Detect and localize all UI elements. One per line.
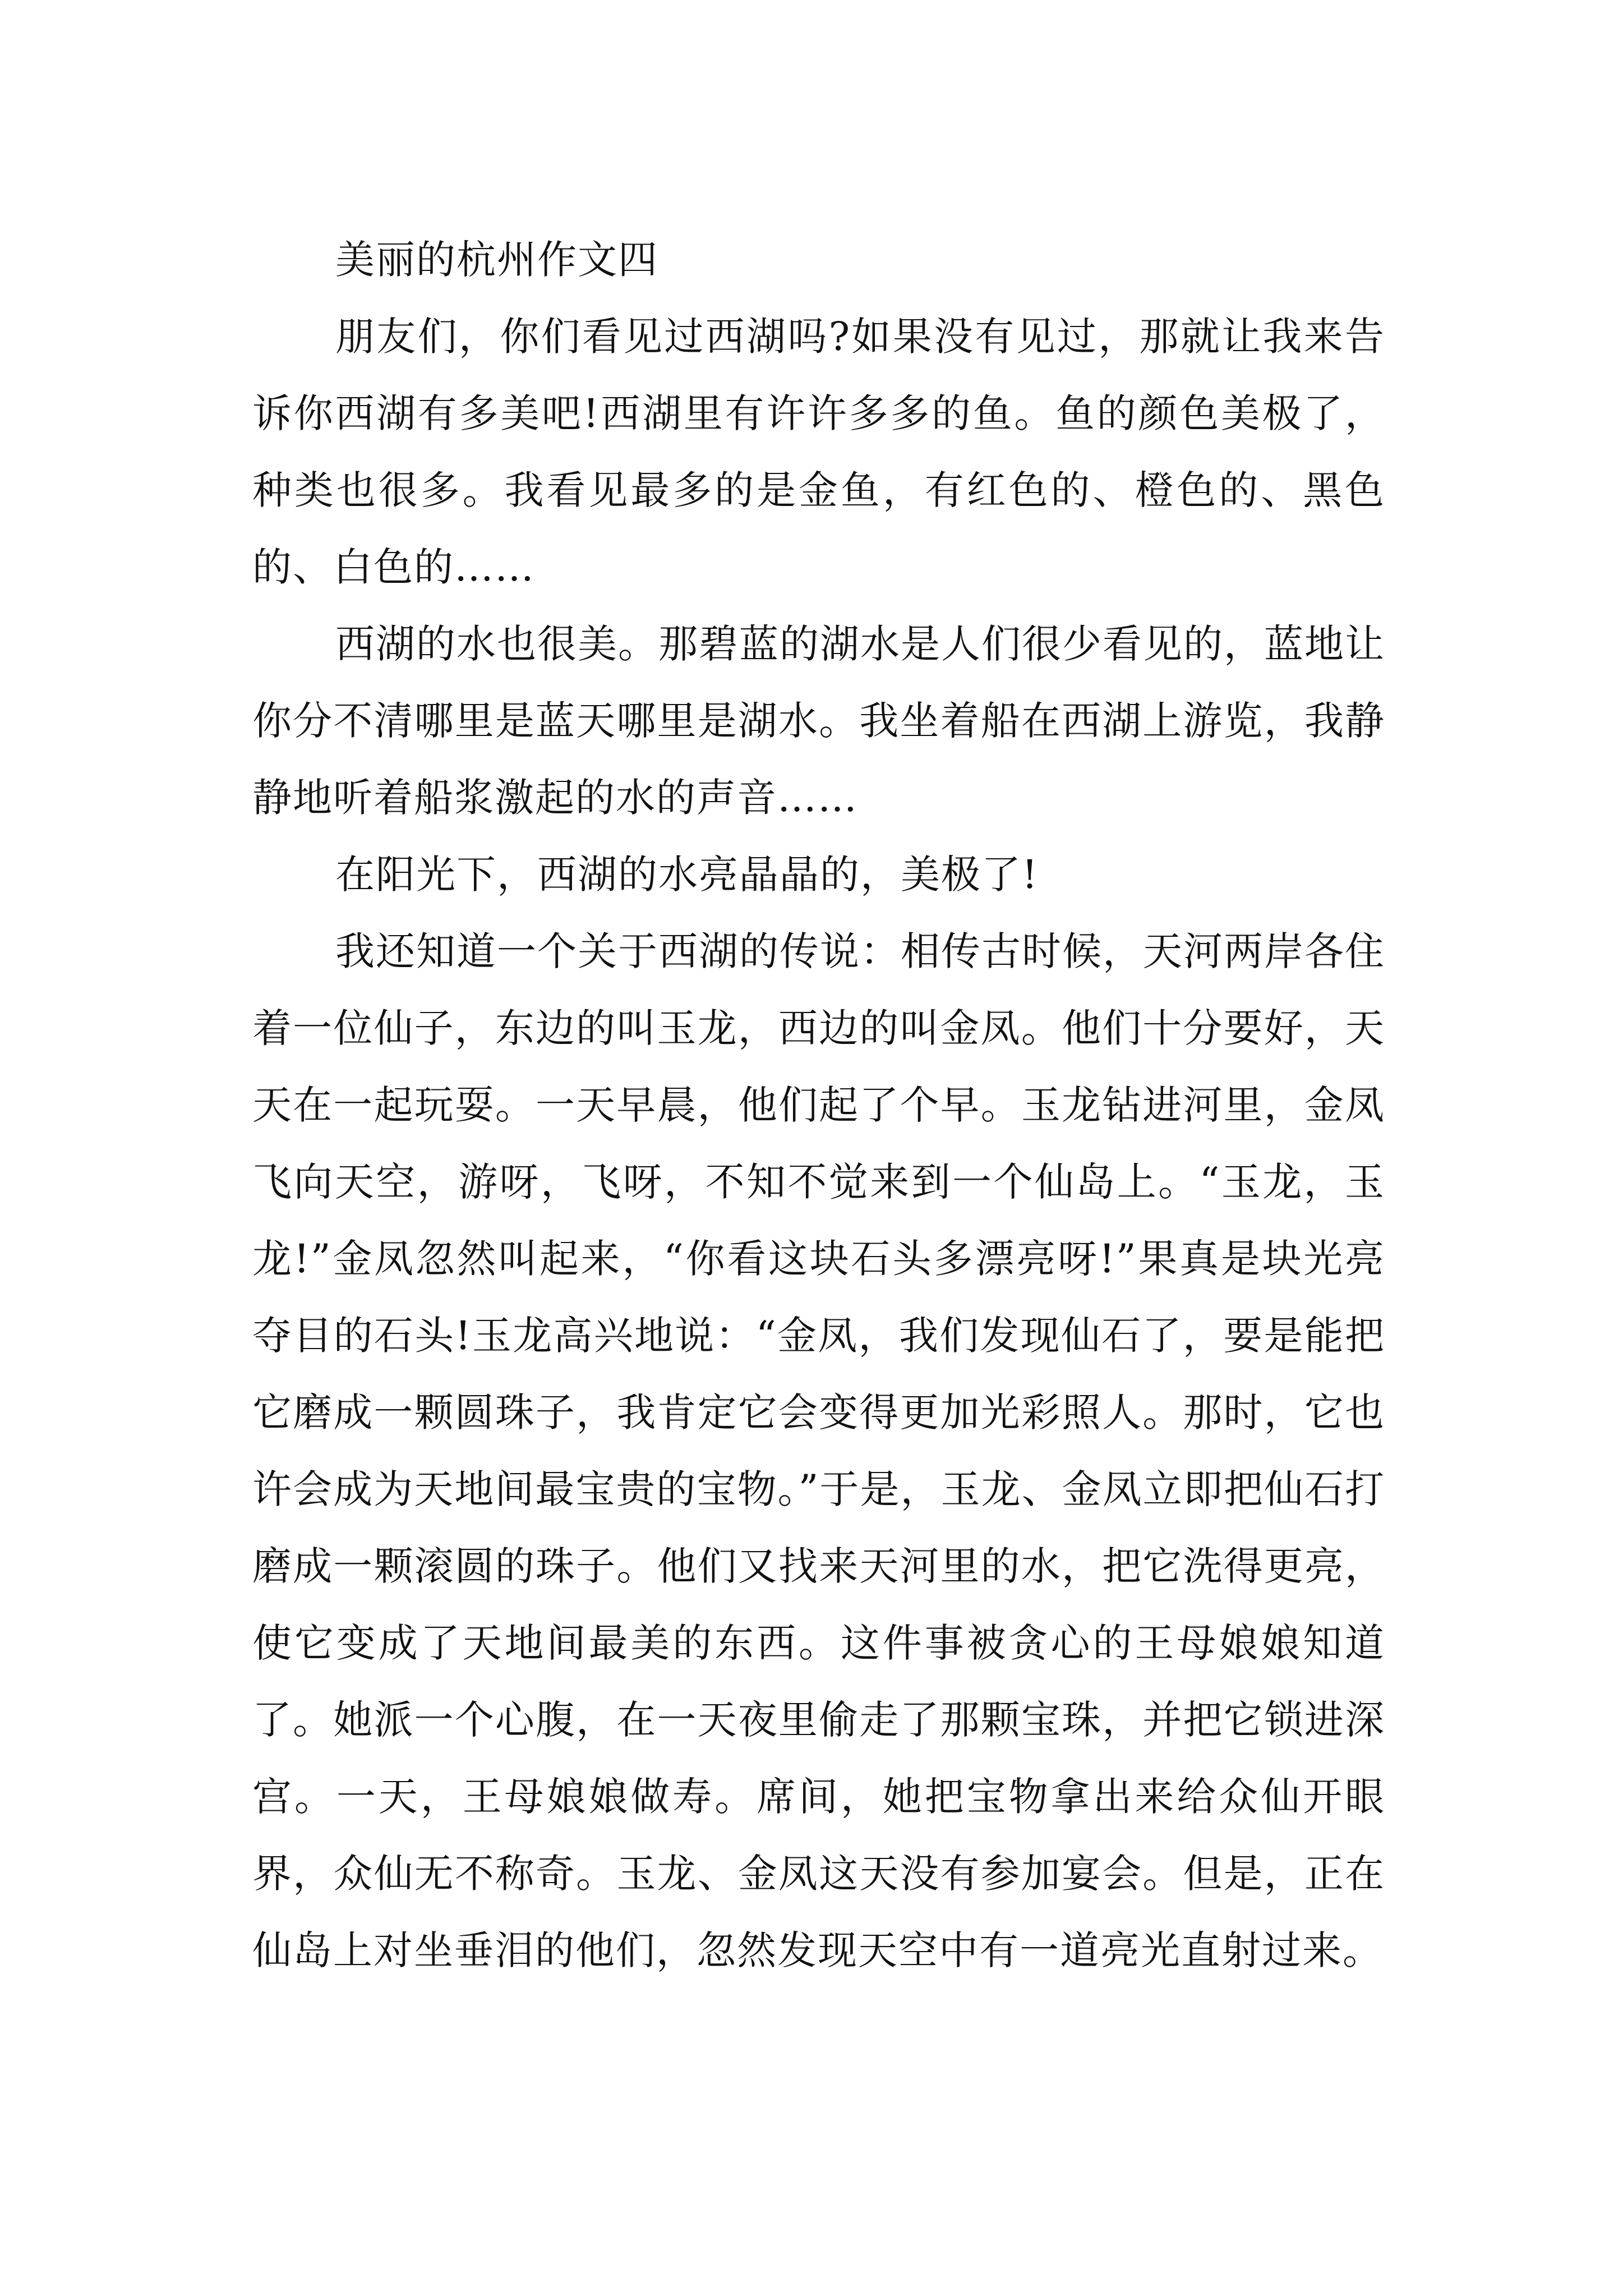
document-body (252, 222, 1385, 1989)
paragraph-1: 朋友们，你们看见过西湖吗?如果没有见过，那就让我来告诉你西湖有多美吧!西湖里有许许多多的鱼。鱼的颜色美极了，种类也很多。我看见最多的是金鱼，有红色的、橙色的、黑色的、白色的…… (252, 314, 1385, 590)
paragraph-2: 西湖的水也很美。那碧蓝的湖水是人们很少看见的，蓝地让你分不清哪里是蓝天哪里是湖水。我坐着船在西湖上游览，我静静地听着船浆激起的水的声音…… (252, 621, 1385, 821)
document-title: 美丽的杭州作文四 (335, 237, 658, 283)
paragraph-3: 在阳光下，西湖的水亮晶晶的，美极了! (335, 852, 1039, 898)
paragraph-4: 我还知道一个关于西湖的传说：相传古时候，天河两岸各住着一位仙子，东边的叫玉龙，西边的叫金凤。他们十分要好，天天在一起玩耍。一天早晨，他们起了个早。玉龙钻进河里，金凤飞向天空，游呀，飞呀，不知不觉来到一个仙岛上。“玉龙，玉龙!”金凤忽然叫起来，“你看这块石头多漂亮呀!”果真是块光亮夺目的石头!玉龙高兴地说：“金凤，我们发现仙石了，要是能把它磨成一颗圆珠子，我肯定它会变得更加光彩照人。那时，它也许会成为天地间最宝贵的宝物。”于是，玉龙、金凤立即把仙石打磨成一颗滚圆的珠子。他们又找来天河里的水，把它洗得更亮，使它变成了天地间最美的东西。这件事被贪心的王母娘娘知道了。她派一个心腹，在一天夜里偷走了那颗宝珠，并把它锁进深宫。一天，王母娘娘做寿。席间，她把宝物拿出来给众仙开眼界，众仙无不称奇。玉龙、金凤这天没有参加宴会。但是，正在仙岛上对坐垂泪的他们，忽然发现天空中有一道亮光直射过来。 (252, 928, 1385, 1973)
